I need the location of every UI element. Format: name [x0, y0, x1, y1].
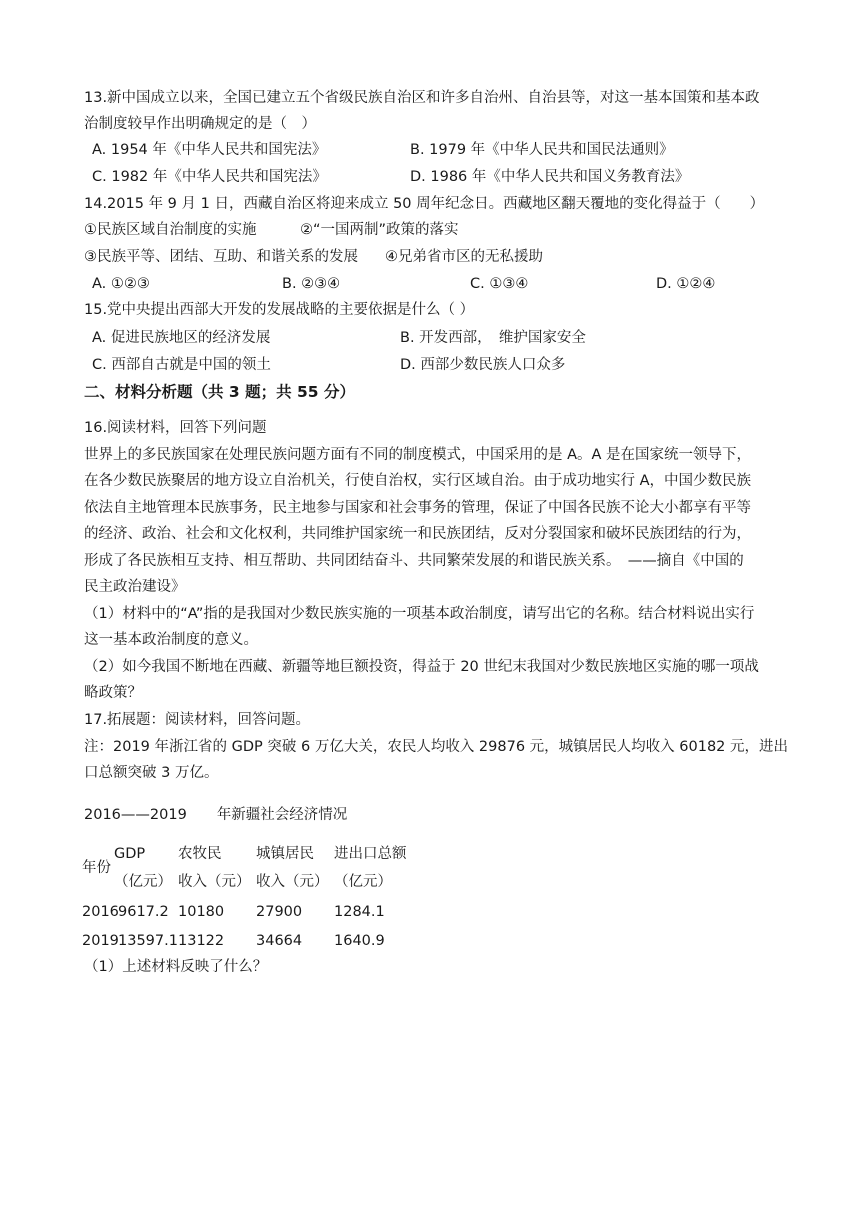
q16-title: 16.阅读材料，回答下列问题	[84, 420, 267, 436]
table-header-urban-unit: 收入（元）	[256, 874, 329, 890]
q13-option-b: B. 1979 年《中华人民共和国民法通则》	[410, 142, 674, 158]
table-cell-year: 2019	[82, 933, 119, 949]
q15-option-d: D. 西部少数民族人口众多	[400, 357, 566, 373]
q13-stem-line1: 13.新中国成立以来，全国已建立五个省级民族自治区和许多自治州、自治县等，对这一基本国策和基本政	[84, 90, 760, 106]
table-header-trade-unit: （亿元）	[334, 874, 392, 890]
table-cell-gdp: 9617.2	[118, 904, 169, 920]
q14-statement-3: ③民族平等、团结、互助、和谐关系的发展	[84, 249, 358, 265]
q14-statement-1: ①民族区域自治制度的实施	[84, 222, 257, 238]
q14-option-d: D. ①②④	[656, 276, 716, 292]
q13-stem-line2: 治制度较早作出明确规定的是（ ）	[84, 116, 316, 132]
q16-subquestion-2-line2: 略政策？	[84, 685, 142, 701]
q17-title: 17.拓展题：阅读材料，回答问题。	[84, 712, 311, 728]
table-header-urban: 城镇居民	[256, 846, 314, 862]
table-cell-gdp: 13597.1	[118, 933, 178, 949]
q16-material-line2: 在各少数民族聚居的地方设立自治机关，行使自治权，实行区域自治。由于成功地实行 A，中国少数民族	[84, 473, 752, 489]
table-cell-farmer: 13122	[178, 933, 225, 949]
table-cell-trade: 1284.1	[334, 904, 385, 920]
q17-note-line2: 口总额突破 3 万亿。	[84, 765, 219, 781]
table-cell-farmer: 10180	[178, 904, 225, 920]
q16-material-line4: 的经济、政治、社会和文化权利，共同维护国家统一和民族团结，反对分裂国家和破坏民族团结的行为，	[84, 526, 751, 542]
q17-note-line1: 注：2019 年浙江省的 GDP 突破 6 万亿大关，农民人均收入 29876 元，城镇居民人均收入 60182 元，进出	[84, 739, 789, 755]
q13-option-a: A. 1954 年《中华人民共和国宪法》	[92, 142, 327, 158]
table-caption-years: 2016——2019	[84, 807, 187, 823]
q17-subquestion-1: （1）上述材料反映了什么？	[84, 959, 268, 975]
table-caption	[84, 805, 347, 825]
q14-statement-2: ②“一国两制”政策的落实	[300, 222, 459, 238]
table-header-farmer: 农牧民	[178, 846, 222, 862]
q13-option-d: D. 1986 年《中华人民共和国义务教育法》	[410, 169, 690, 185]
q14-statement-4: ④兄弟省市区的无私援助	[385, 249, 543, 265]
table-header-gdp-unit: （亿元）	[114, 874, 172, 890]
table-header-gdp: GDP	[114, 846, 146, 862]
q15-option-b: B. 开发西部， 维护国家安全	[400, 330, 586, 346]
q15-option-a: A. 促进民族地区的经济发展	[92, 330, 271, 346]
q16-material-line6: 民主政治建设》	[84, 579, 186, 595]
q16-subquestion-2-line1: （2）如今我国不断地在西藏、新疆等地巨额投资，得益于 20 世纪末我国对少数民族地区实施的哪一项战	[84, 659, 759, 675]
q16-subquestion-1-line2: 这一基本政治制度的意义。	[84, 632, 258, 648]
q14-option-a: A. ①②③	[92, 276, 150, 292]
table-cell-trade: 1640.9	[334, 933, 385, 949]
table-caption-text: 年新疆社会经济情况	[216, 807, 348, 823]
q16-subquestion-1-line1: （1）材料中的“A”指的是我国对少数民族实施的一项基本政治制度，请写出它的名称。结合材料说出实行	[84, 606, 755, 622]
q16-material-line1: 世界上的多民族国家在处理民族问题方面有不同的制度模式，中国采用的是 A。A 是在国家统一领导下，	[84, 447, 752, 463]
table-header-year: 年份	[82, 860, 111, 876]
q15-option-c: C. 西部自古就是中国的领土	[92, 357, 271, 373]
q16-material-line5: 形成了各民族相互支持、相互帮助、共同团结奋斗、共同繁荣发展的和谐民族关系。 ——摘自《中国的	[84, 553, 744, 569]
q14-option-b: B. ②③④	[282, 276, 341, 292]
table-header-farmer-unit: 收入（元）	[178, 874, 251, 890]
q15-stem: 15.党中央提出西部大开发的发展战略的主要依据是什么（ ）	[84, 302, 475, 318]
table-cell-urban: 34664	[256, 933, 303, 949]
q13-option-c: C. 1982 年《中华人民共和国宪法》	[92, 169, 327, 185]
table-cell-urban: 27900	[256, 904, 303, 920]
section-heading: 二、材料分析题（共 3 题；共 55 分）	[84, 383, 355, 401]
table-header-trade: 进出口总额	[334, 846, 407, 862]
q14-stem: 14.2015 年 9 月 1 日，西藏自治区将迎来成立 50 周年纪念日。西藏地区翻天覆地的变化得益于（ ）	[84, 196, 765, 212]
table-cell-year: 2016	[82, 904, 119, 920]
q14-option-c: C. ①③④	[470, 276, 529, 292]
q16-material-line3: 依法自主地管理本民族事务，民主地参与国家和社会事务的管理，保证了中国各民族不论大小都享有平等	[84, 500, 751, 516]
